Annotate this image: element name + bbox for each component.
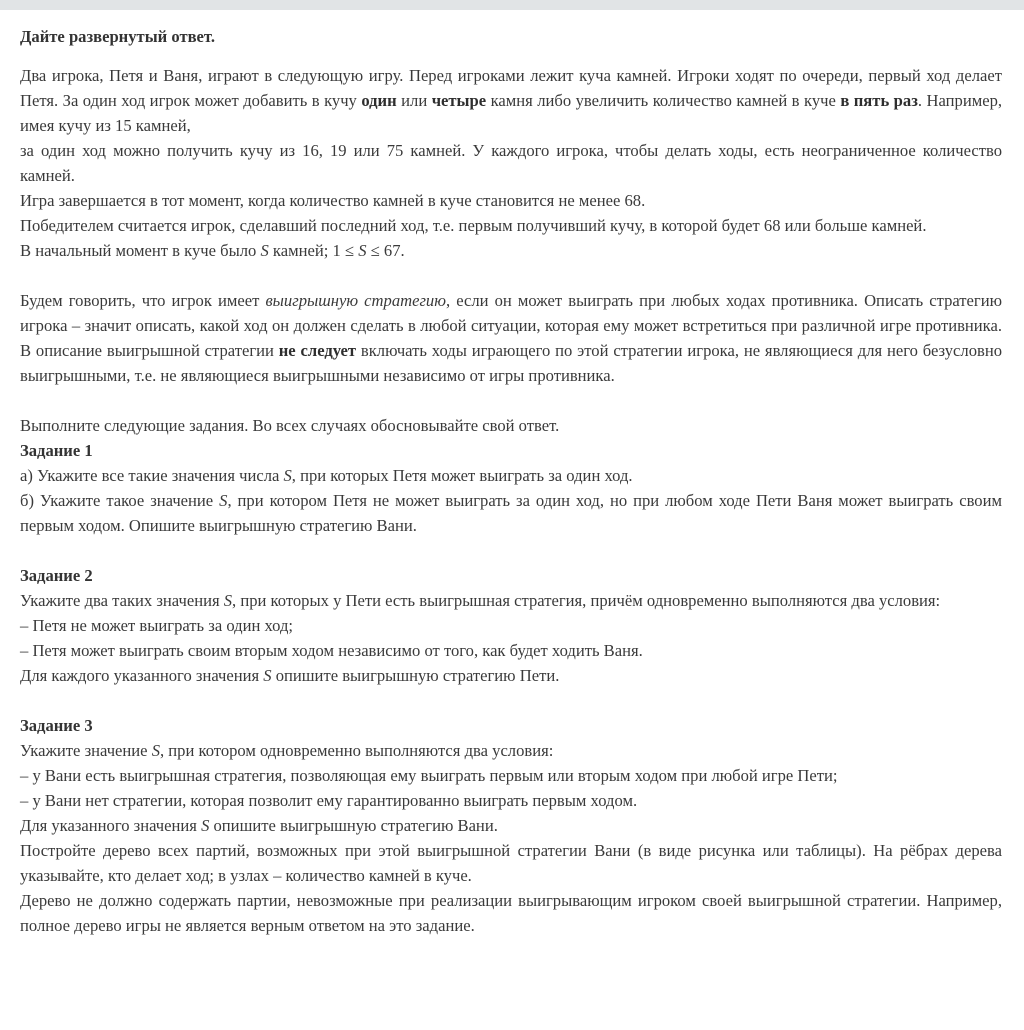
intro-winner-condition: Победителем считается игрок, сделавший последний ход, т.е. первым получивший кучу, в которой будет 68 или больше камней. <box>20 216 927 235</box>
page-title: Дайте развернутый ответ. <box>20 27 215 46</box>
task-text: Укажите два таких значения <box>20 591 224 610</box>
task-text: , при которых у Пети есть выигрышная стратегия, причём одновременно выполняются два условия: <box>232 591 941 610</box>
strategy-text: , если он может выиграть при любых ходах противника. Описать стратегию игрока – значит описать, какой ход он должен сделать в любой ситуации, которая ему может встретиться при различной игре противника. В описание выигрышной стратегии <box>20 291 1003 360</box>
task-text: Для указанного значения <box>20 816 202 835</box>
spacer <box>20 263 1002 288</box>
variable-s: S <box>151 741 160 760</box>
spacer <box>20 538 1002 563</box>
task-3-condition-2: – у Вани нет стратегии, которая позволит ему гарантированно выиграть первым ходом. <box>20 791 638 810</box>
intro-initial-state <box>20 238 1002 263</box>
task-text: б) Укажите такое значение <box>20 491 220 510</box>
intro-bold-four: четыре <box>431 91 487 110</box>
strategy-definition-paragraph <box>20 288 1002 388</box>
task-text: опишите выигрышную стратегию Вани. <box>209 816 498 835</box>
intro-bold-five-times: в пять раз <box>840 91 918 110</box>
spacer <box>20 388 1002 413</box>
task-3-condition-1: – у Вани есть выигрышная стратегия, позволяющая ему выиграть первым или вторым ходом при любой игре Пети; <box>20 766 838 785</box>
variable-s: S <box>223 591 233 610</box>
strategy-bold-not: не следует <box>278 341 357 360</box>
intro-text: или <box>396 91 432 110</box>
intro-text: камней; 1 ≤ <box>268 241 359 260</box>
task-2-condition-2: – Петя может выиграть своим вторым ходом независимо от того, как будет ходить Ваня. <box>20 641 643 660</box>
variable-s: S <box>358 241 367 260</box>
intro-text: Два игрока, Петя и Ваня, играют в следующую игру. Перед игроками лежит куча камней. Игроки ходят по очереди, первый ход делает Петя. За один ход игрок может добавить в кучу <box>20 66 1002 110</box>
task-3-heading: Задание 3 <box>20 716 93 735</box>
task-text: , при котором Петя не может выиграть за один ход, но при любом ходе Пети Ваня может выиграть своим первым ходом. Опишите выигрышную стратегию Вани. <box>20 491 1002 535</box>
intro-text: В начальный момент в куче было <box>20 241 261 260</box>
task-1-part-a <box>20 463 1002 488</box>
spacer <box>20 688 1002 713</box>
task-text: , при которых Петя может выиграть за один ход. <box>291 466 633 485</box>
intro-rules-paragraph <box>20 63 1002 138</box>
task-1 <box>20 438 1002 538</box>
task-3-tree-instructions: Постройте дерево всех партий, возможных при этой выигрышной стратегии Вани (в виде рисунка или таблицы). На рёбрах дерева указывайте, кто делает ход; в узлах – количество камней в куче. <box>20 841 1002 885</box>
task-1-heading: Задание 1 <box>20 441 93 460</box>
task-3-statement <box>20 738 1002 763</box>
strategy-text: включать ходы играющего по этой стратегии игрока, не являющиеся для него безусловно выигрышными, т.е. не являющиеся выигрышными независимо от игры противника. <box>20 341 1002 385</box>
intro-text: . Например, имея кучу из 15 камней, <box>20 91 1003 135</box>
task-document <box>20 24 1002 938</box>
task-text: опишите выигрышную стратегию Пети. <box>271 666 560 685</box>
variable-s: S <box>260 241 269 260</box>
task-3-tree-note: Дерево не должно содержать партии, невозможные при реализации выигрывающим игроком своей выигрышной стратегии. Например, полное дерево игры не является верным ответом на это задание. <box>20 891 1002 935</box>
intro-example-paragraph: за один ход можно получить кучу из 16, 19 или 75 камней. У каждого игрока, чтобы делать ходы, есть неограниченное количество камней. <box>20 141 1002 185</box>
task-text: , при котором одновременно выполняются два условия: <box>160 741 554 760</box>
task-text: а) Укажите все такие значения числа <box>20 466 284 485</box>
task-2-condition-1: – Петя не может выиграть за один ход; <box>20 616 294 635</box>
task-2-describe <box>20 663 1002 688</box>
instructions: Выполните следующие задания. Во всех случаях обосновывайте свой ответ. <box>20 416 560 435</box>
variable-s: S <box>263 666 272 685</box>
task-3 <box>20 713 1002 938</box>
task-1-part-b <box>20 488 1002 538</box>
variable-s: S <box>201 816 210 835</box>
task-2-heading: Задание 2 <box>20 566 93 585</box>
task-2 <box>20 563 1002 688</box>
top-bar <box>0 0 1024 10</box>
intro-text: ≤ 67. <box>366 241 405 260</box>
intro-text: камня либо увеличить количество камней в куче <box>486 91 841 110</box>
task-text: Для каждого указанного значения <box>20 666 264 685</box>
variable-s: S <box>283 466 292 485</box>
variable-s: S <box>219 491 228 510</box>
intro-end-condition: Игра завершается в тот момент, когда количество камней в куче становится не менее 68. <box>20 191 646 210</box>
task-3-describe <box>20 813 1002 838</box>
intro-bold-one: один <box>361 91 397 110</box>
strategy-italic-term: выигрышную стратегию <box>265 291 446 310</box>
strategy-text: Будем говорить, что игрок имеет <box>20 291 266 310</box>
task-text: Укажите значение <box>20 741 152 760</box>
task-2-statement <box>20 588 1002 613</box>
